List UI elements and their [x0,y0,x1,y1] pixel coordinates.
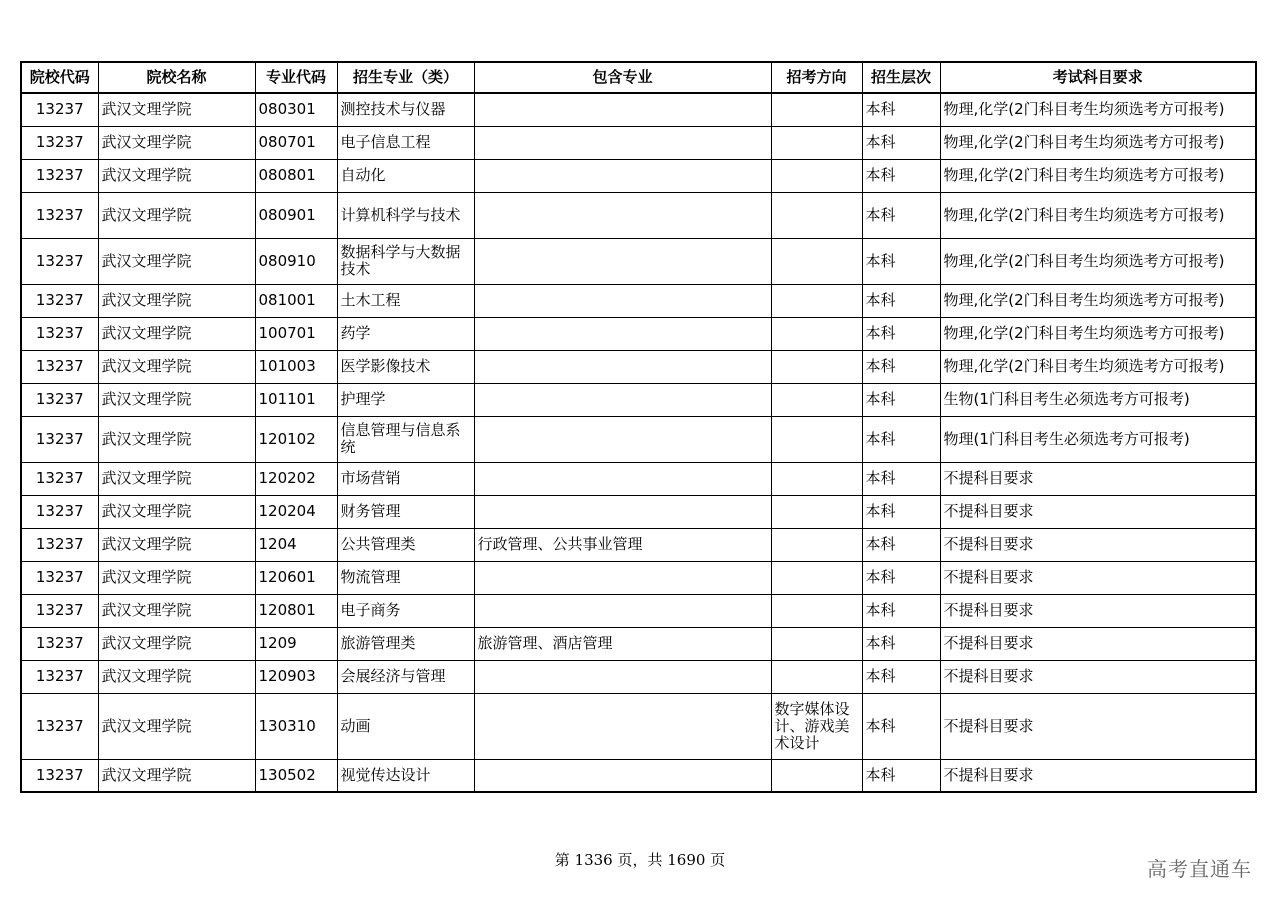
cell-level: 本科 [862,462,940,495]
cell-school-name: 武汉文理学院 [98,528,255,561]
cell-level: 本科 [862,693,940,759]
cell-major-code: 120202 [255,462,337,495]
cell-school-code: 13237 [21,416,98,462]
table-row [21,317,1256,350]
cell-school-code: 13237 [21,495,98,528]
cell-major: 医学影像技术 [337,350,474,383]
cell-school-name: 武汉文理学院 [98,383,255,416]
cell-subject-requirement: 不提科目要求 [940,693,1256,759]
cell-major: 财务管理 [337,495,474,528]
cell-major: 测控技术与仪器 [337,93,474,126]
cell-major-code: 080901 [255,192,337,238]
table-row [21,528,1256,561]
cell-major-code: 130310 [255,693,337,759]
watermark-logo: 高考直通车 [1147,857,1252,881]
cell-subject-requirement: 不提科目要求 [940,462,1256,495]
cell-subject-requirement: 物理,化学(2门科目考生均须选考方可报考) [940,284,1256,317]
cell-subject-requirement: 物理,化学(2门科目考生均须选考方可报考) [940,238,1256,284]
cell-school-code: 13237 [21,383,98,416]
cell-level: 本科 [862,416,940,462]
cell-school-name: 武汉文理学院 [98,759,255,792]
cell-included-majors [474,561,771,594]
cell-major-code: 120801 [255,594,337,627]
cell-direction [771,192,862,238]
cell-major: 会展经济与管理 [337,660,474,693]
cell-level: 本科 [862,561,940,594]
header-direction: 招考方向 [771,62,862,93]
cell-level: 本科 [862,159,940,192]
cell-level: 本科 [862,238,940,284]
admissions-table [20,61,1257,793]
header-level: 招生层次 [862,62,940,93]
cell-major: 电子信息工程 [337,126,474,159]
cell-major: 动画 [337,693,474,759]
cell-major-code: 1209 [255,627,337,660]
cell-direction [771,528,862,561]
cell-school-name: 武汉文理学院 [98,416,255,462]
table-row [21,693,1256,759]
cell-included-majors: 旅游管理、酒店管理 [474,627,771,660]
cell-included-majors [474,126,771,159]
table-row [21,159,1256,192]
table-row [21,416,1256,462]
cell-level: 本科 [862,495,940,528]
cell-subject-requirement: 物理,化学(2门科目考生均须选考方可报考) [940,159,1256,192]
cell-subject-requirement: 不提科目要求 [940,660,1256,693]
header-major-code: 专业代码 [255,62,337,93]
table-row [21,284,1256,317]
cell-included-majors: 行政管理、公共事业管理 [474,528,771,561]
cell-level: 本科 [862,528,940,561]
cell-school-name: 武汉文理学院 [98,561,255,594]
cell-direction [771,759,862,792]
cell-major: 信息管理与信息系统 [337,416,474,462]
cell-level: 本科 [862,383,940,416]
cell-school-code: 13237 [21,660,98,693]
table-header-row [21,62,1256,93]
cell-direction [771,284,862,317]
cell-major: 自动化 [337,159,474,192]
cell-subject-requirement: 不提科目要求 [940,759,1256,792]
table-row [21,660,1256,693]
cell-major: 数据科学与大数据技术 [337,238,474,284]
cell-included-majors [474,660,771,693]
table-row [21,192,1256,238]
table-row [21,594,1256,627]
cell-major-code: 101003 [255,350,337,383]
cell-direction: 数字媒体设计、游戏美术设计 [771,693,862,759]
cell-subject-requirement: 不提科目要求 [940,627,1256,660]
header-included-majors: 包含专业 [474,62,771,93]
cell-included-majors [474,594,771,627]
table-row [21,126,1256,159]
cell-major: 物流管理 [337,561,474,594]
cell-direction [771,383,862,416]
cell-level: 本科 [862,192,940,238]
page-number: 第 1336 页，共 1690 页 [554,851,726,869]
cell-school-code: 13237 [21,238,98,284]
cell-major-code: 130502 [255,759,337,792]
cell-level: 本科 [862,317,940,350]
cell-school-code: 13237 [21,192,98,238]
cell-direction [771,462,862,495]
cell-subject-requirement: 不提科目要求 [940,594,1256,627]
cell-major: 电子商务 [337,594,474,627]
cell-major-code: 080301 [255,93,337,126]
table-row [21,759,1256,792]
cell-school-name: 武汉文理学院 [98,495,255,528]
cell-included-majors [474,383,771,416]
cell-direction [771,627,862,660]
cell-subject-requirement: 不提科目要求 [940,561,1256,594]
cell-school-name: 武汉文理学院 [98,238,255,284]
cell-level: 本科 [862,126,940,159]
cell-school-name: 武汉文理学院 [98,693,255,759]
cell-school-code: 13237 [21,462,98,495]
cell-major-code: 101101 [255,383,337,416]
cell-school-name: 武汉文理学院 [98,627,255,660]
cell-major-code: 080801 [255,159,337,192]
cell-major: 旅游管理类 [337,627,474,660]
table-row [21,627,1256,660]
cell-direction [771,93,862,126]
table-row [21,462,1256,495]
cell-major: 计算机科学与技术 [337,192,474,238]
cell-school-name: 武汉文理学院 [98,594,255,627]
cell-level: 本科 [862,594,940,627]
cell-school-code: 13237 [21,93,98,126]
cell-school-name: 武汉文理学院 [98,126,255,159]
table-row [21,238,1256,284]
cell-major-code: 080910 [255,238,337,284]
cell-included-majors [474,93,771,126]
cell-direction [771,416,862,462]
cell-level: 本科 [862,759,940,792]
cell-school-code: 13237 [21,594,98,627]
cell-included-majors [474,693,771,759]
cell-school-code: 13237 [21,528,98,561]
cell-direction [771,495,862,528]
cell-school-code: 13237 [21,759,98,792]
cell-school-code: 13237 [21,317,98,350]
cell-direction [771,594,862,627]
cell-included-majors [474,495,771,528]
cell-major: 视觉传达设计 [337,759,474,792]
cell-school-name: 武汉文理学院 [98,317,255,350]
cell-level: 本科 [862,350,940,383]
cell-included-majors [474,284,771,317]
cell-direction [771,238,862,284]
cell-school-code: 13237 [21,627,98,660]
cell-major: 药学 [337,317,474,350]
cell-major-code: 081001 [255,284,337,317]
cell-major-code: 120204 [255,495,337,528]
header-major: 招生专业（类） [337,62,474,93]
cell-subject-requirement: 物理,化学(2门科目考生均须选考方可报考) [940,126,1256,159]
cell-school-name: 武汉文理学院 [98,462,255,495]
cell-subject-requirement: 物理,化学(2门科目考生均须选考方可报考) [940,317,1256,350]
cell-level: 本科 [862,627,940,660]
cell-major-code: 120102 [255,416,337,462]
cell-subject-requirement: 不提科目要求 [940,495,1256,528]
cell-school-name: 武汉文理学院 [98,192,255,238]
cell-school-code: 13237 [21,159,98,192]
cell-subject-requirement: 物理,化学(2门科目考生均须选考方可报考) [940,350,1256,383]
cell-included-majors [474,159,771,192]
cell-school-name: 武汉文理学院 [98,159,255,192]
cell-subject-requirement: 物理,化学(2门科目考生均须选考方可报考) [940,192,1256,238]
cell-included-majors [474,238,771,284]
cell-major-code: 120903 [255,660,337,693]
cell-school-name: 武汉文理学院 [98,350,255,383]
cell-subject-requirement: 物理(1门科目考生必须选考方可报考) [940,416,1256,462]
cell-school-code: 13237 [21,126,98,159]
cell-included-majors [474,759,771,792]
cell-school-code: 13237 [21,284,98,317]
cell-major-code: 100701 [255,317,337,350]
cell-direction [771,159,862,192]
table-row [21,350,1256,383]
cell-school-name: 武汉文理学院 [98,284,255,317]
cell-subject-requirement: 物理,化学(2门科目考生均须选考方可报考) [940,93,1256,126]
cell-included-majors [474,317,771,350]
cell-level: 本科 [862,93,940,126]
table-row [21,93,1256,126]
cell-school-name: 武汉文理学院 [98,660,255,693]
cell-major-code: 120601 [255,561,337,594]
table-row [21,561,1256,594]
cell-major: 市场营销 [337,462,474,495]
cell-major: 公共管理类 [337,528,474,561]
cell-subject-requirement: 不提科目要求 [940,528,1256,561]
cell-school-code: 13237 [21,561,98,594]
header-school-name: 院校名称 [98,62,255,93]
cell-direction [771,126,862,159]
header-subject-requirement: 考试科目要求 [940,62,1256,93]
cell-direction [771,317,862,350]
table-row [21,495,1256,528]
cell-school-name: 武汉文理学院 [98,93,255,126]
cell-included-majors [474,462,771,495]
cell-included-majors [474,416,771,462]
cell-included-majors [474,192,771,238]
cell-direction [771,561,862,594]
cell-major: 护理学 [337,383,474,416]
cell-major: 土木工程 [337,284,474,317]
cell-included-majors [474,350,771,383]
cell-school-code: 13237 [21,350,98,383]
cell-major-code: 080701 [255,126,337,159]
cell-level: 本科 [862,660,940,693]
table-row [21,383,1256,416]
cell-major-code: 1204 [255,528,337,561]
cell-level: 本科 [862,284,940,317]
cell-direction [771,350,862,383]
cell-school-code: 13237 [21,693,98,759]
cell-subject-requirement: 生物(1门科目考生必须选考方可报考) [940,383,1256,416]
cell-direction [771,660,862,693]
header-school-code: 院校代码 [21,62,98,93]
